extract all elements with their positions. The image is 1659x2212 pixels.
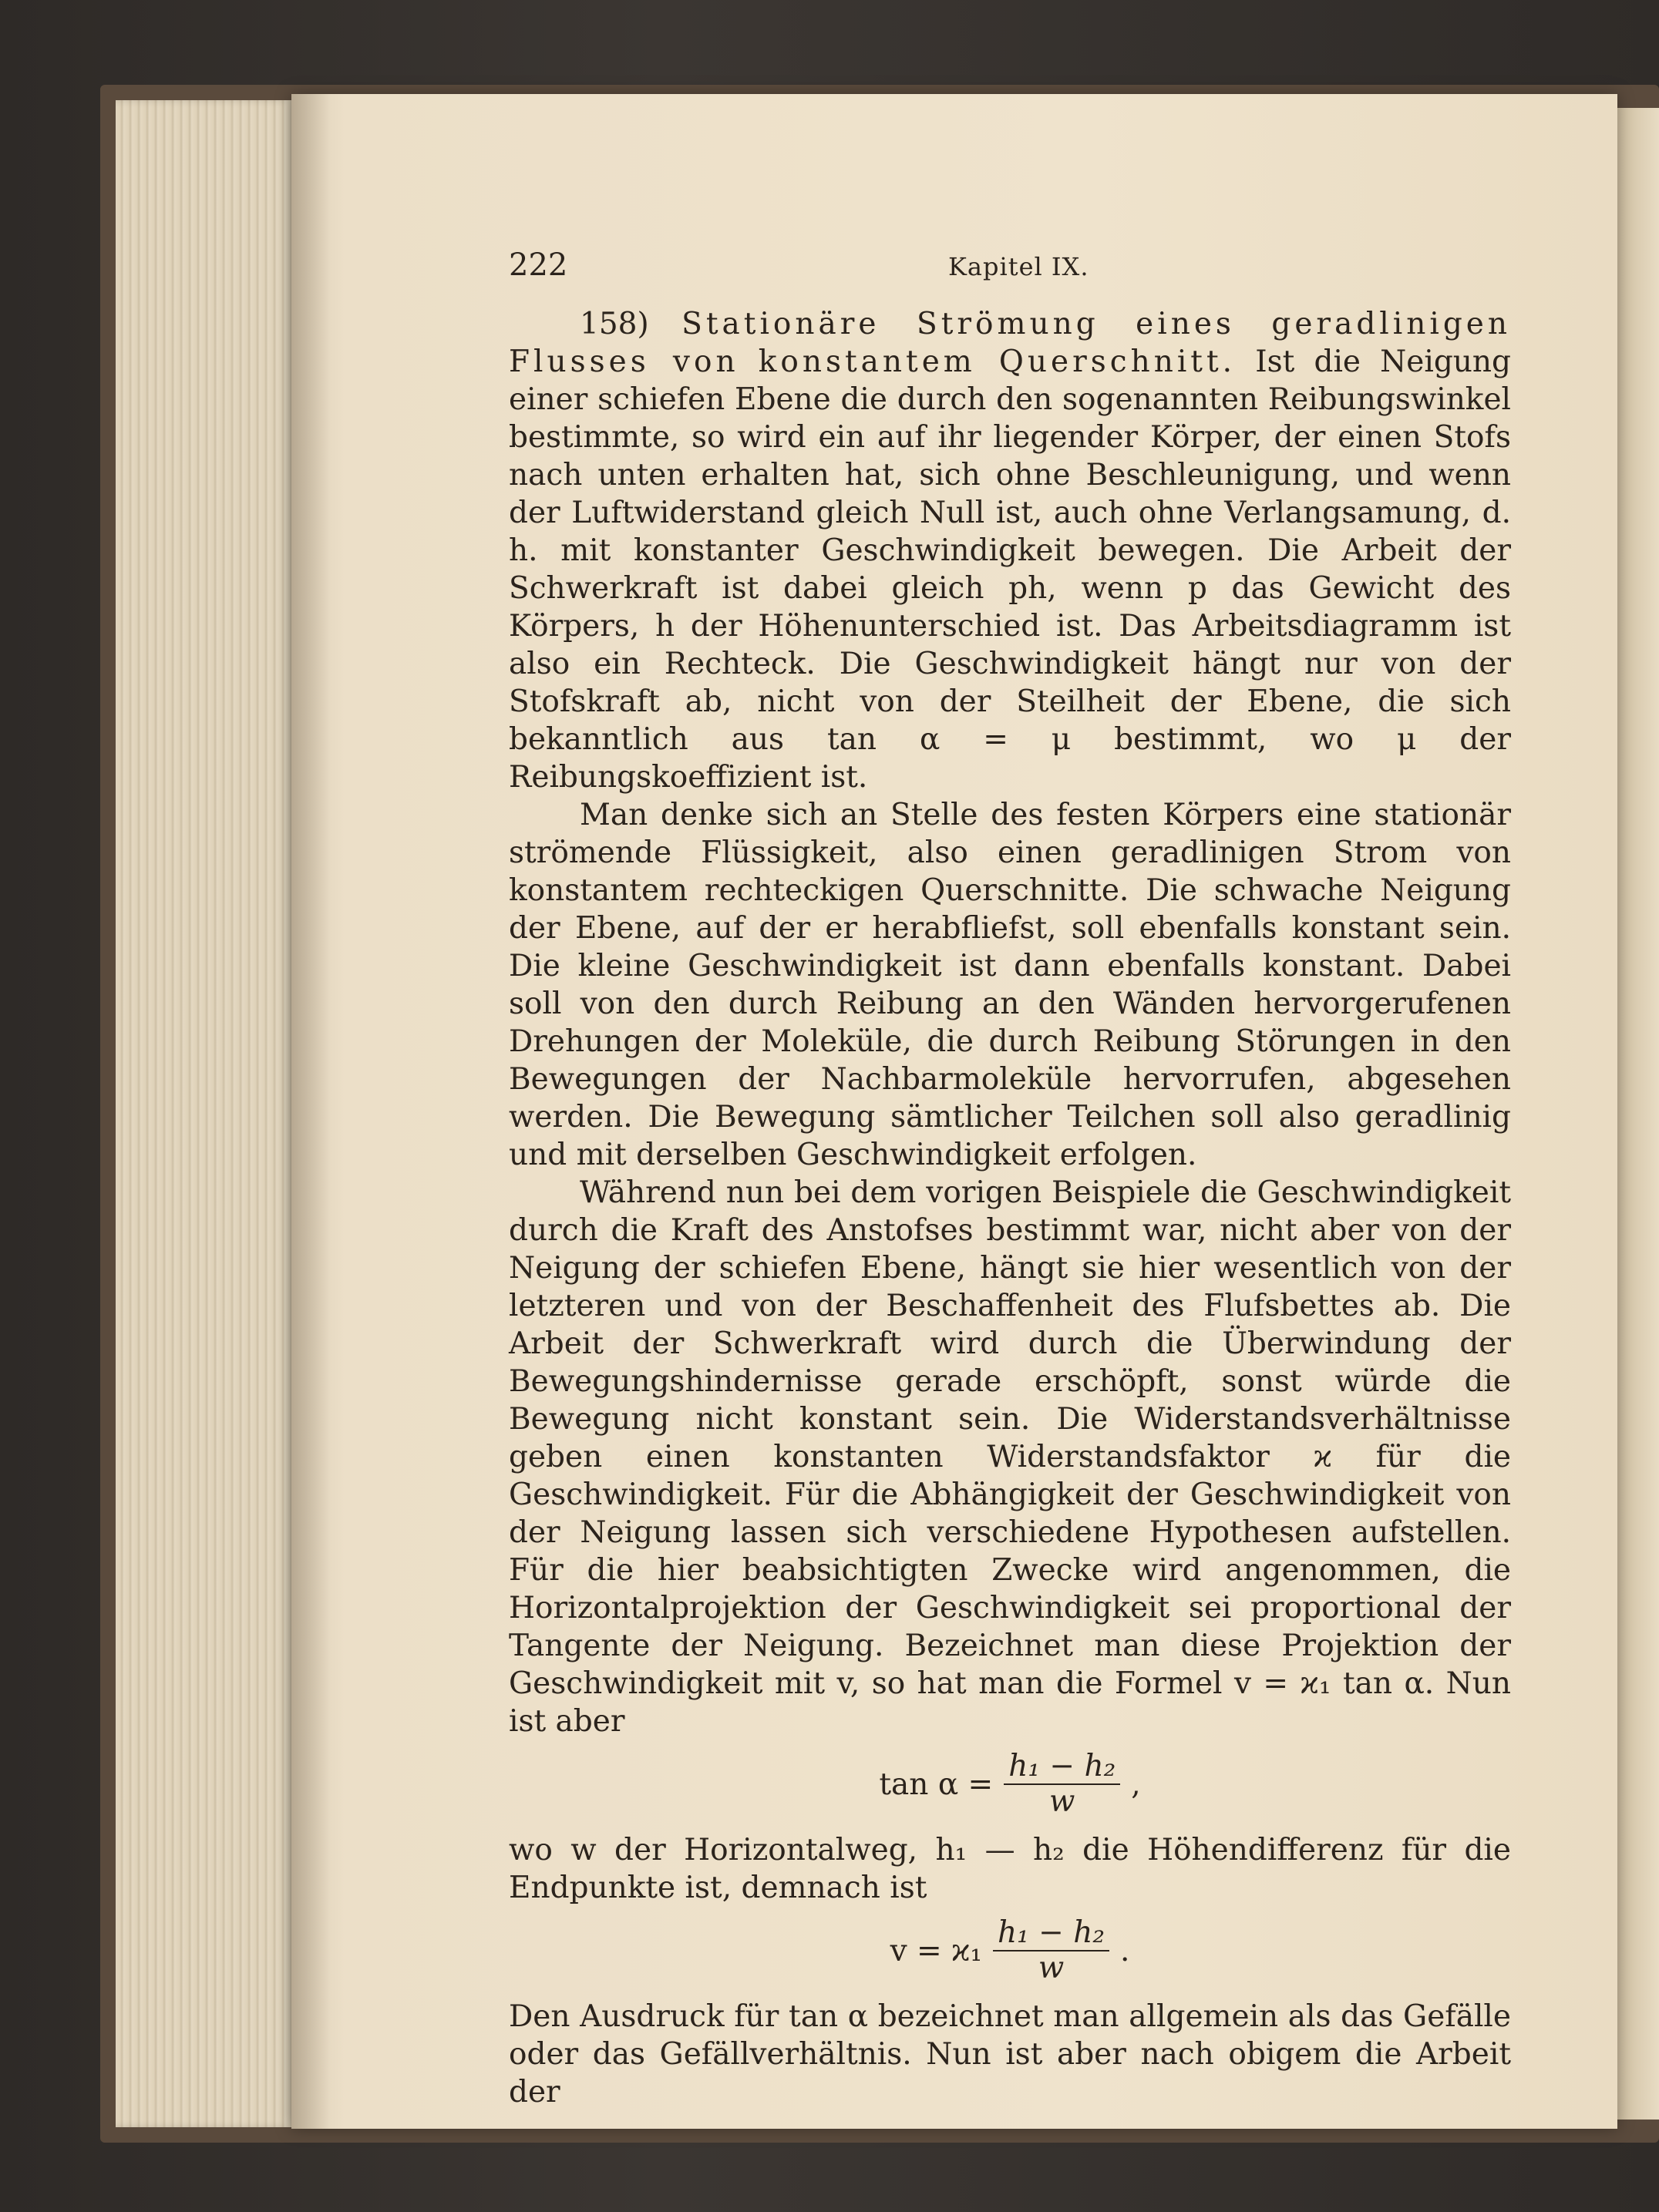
- paragraph-between: wo w der Horizontalweg, h₁ — h₂ die Höhendifferenz für die Endpunkte ist, demnach ist: [509, 1833, 1511, 1905]
- fraction: [993, 1916, 1109, 1985]
- formula-tan-alpha: [509, 1750, 1511, 1819]
- formula-lhs: tan α =: [879, 1767, 994, 1802]
- fraction-denominator: w: [1049, 1784, 1075, 1819]
- paragraph-text: Ist die Neigung einer schiefen Ebene die durch den sogenannten Reibungswinkel bestimmte, so wird ein auf ihr liegender Körper, der einen Stofs nach unten erhalten hat, sich ohne Beschleunigung, und wenn der Luftwiderstand gleich Null ist, auch ohne Verlangsamung, d. h. mit konstanter Geschwindigkeit bewegen. Die Arbeit der Schwerkraft ist dabei gleich ph, wenn p das Gewicht des Körpers, h der Höhenunterschied ist. Das Arbeitsdiagramm ist also ein Rechteck. Die Geschwindigkeit hängt nur von der Stofskraft ab, nicht von der Steilheit der Ebene, die sich bekanntlich aus tan α = μ bestimmt, wo μ der Reibungskoeffizient ist.: [509, 345, 1512, 795]
- formula-velocity: [509, 1916, 1511, 1985]
- paragraph-3: Während nun bei dem vorigen Beispiele die Geschwindigkeit durch die Kraft des Anstofses bestimmt war, nicht aber von der Neigung der schiefen Ebene, hängt sie hier wesentlich von der letzteren und von der Beschaffenheit des Flufsbettes ab. Die Arbeit der Schwerkraft wird durch die Überwindung der Bewegungshindernisse gerade erschöpft, sonst würde die Bewegung nicht konstant sein. Die Widerstandsverhältnisse geben einen konstanten Widerstandsfaktor ϰ für die Geschwindigkeit. Für die Abhängigkeit der Geschwindigkeit von der Neigung lassen sich verschiedene Hypothesen aufstellen. Für die hier beabsichtigten Zwecke wird angenommen, die Horizontalprojektion der Geschwindigkeit sei proportional der Tangente der Neigung. Bezeichnet man diese Projektion der Geschwindigkeit mit v, so hat man die Formel v = ϰ₁ tan α. Nun ist aber: [509, 1175, 1511, 1739]
- fraction-numerator: h₁ − h₂: [993, 1916, 1109, 1951]
- fraction-numerator: h₁ − h₂: [1004, 1750, 1120, 1785]
- formula-punctuation: ,: [1131, 1767, 1141, 1802]
- formula-punctuation: .: [1120, 1933, 1130, 1968]
- page-edges: [116, 100, 293, 2127]
- page-number: 222: [509, 247, 568, 283]
- paragraph-closing: Den Ausdruck für tan α bezeichnet man allgemein als das Gefälle oder das Gefällverhältnis. Nun ist aber nach obigem die Arbeit der: [509, 1999, 1511, 2109]
- formula-lhs: v = ϰ₁: [890, 1933, 983, 1968]
- chapter-title: Kapitel IX.: [948, 252, 1089, 281]
- section-title-cont: konstantem Querschnitt.: [758, 345, 1237, 379]
- running-head: [509, 247, 1511, 285]
- section-number: 158): [580, 307, 649, 341]
- page-text: [509, 247, 1511, 2111]
- gutter-shadow: [291, 94, 330, 2129]
- fraction: [1004, 1750, 1120, 1819]
- paragraph-2: Man denke sich an Stelle des festen Körpers eine stationär strömende Flüssigkeit, also einen geradlinigen Strom von konstantem rechteckigen Querschnitte. Die schwache Neigung der Ebene, auf der er herabfliefst, soll ebenfalls konstant sein. Die kleine Geschwindigkeit ist dann ebenfalls konstant. Dabei soll von den durch Reibung an den Wänden hervorgerufenen Drehungen der Moleküle, die durch Reibung Störungen in den Bewegungen der Nachbarmoleküle hervorrufen, abgesehen werden. Die Bewegung sämtlicher Teilchen soll also geradlinig und mit derselben Geschwindigkeit erfolgen.: [509, 798, 1511, 1172]
- paragraph-1: [509, 305, 1511, 796]
- section-title: Stationäre Strömung eines geradlinigen Flusses von: [509, 307, 1511, 379]
- fraction-denominator: w: [1038, 1951, 1065, 1985]
